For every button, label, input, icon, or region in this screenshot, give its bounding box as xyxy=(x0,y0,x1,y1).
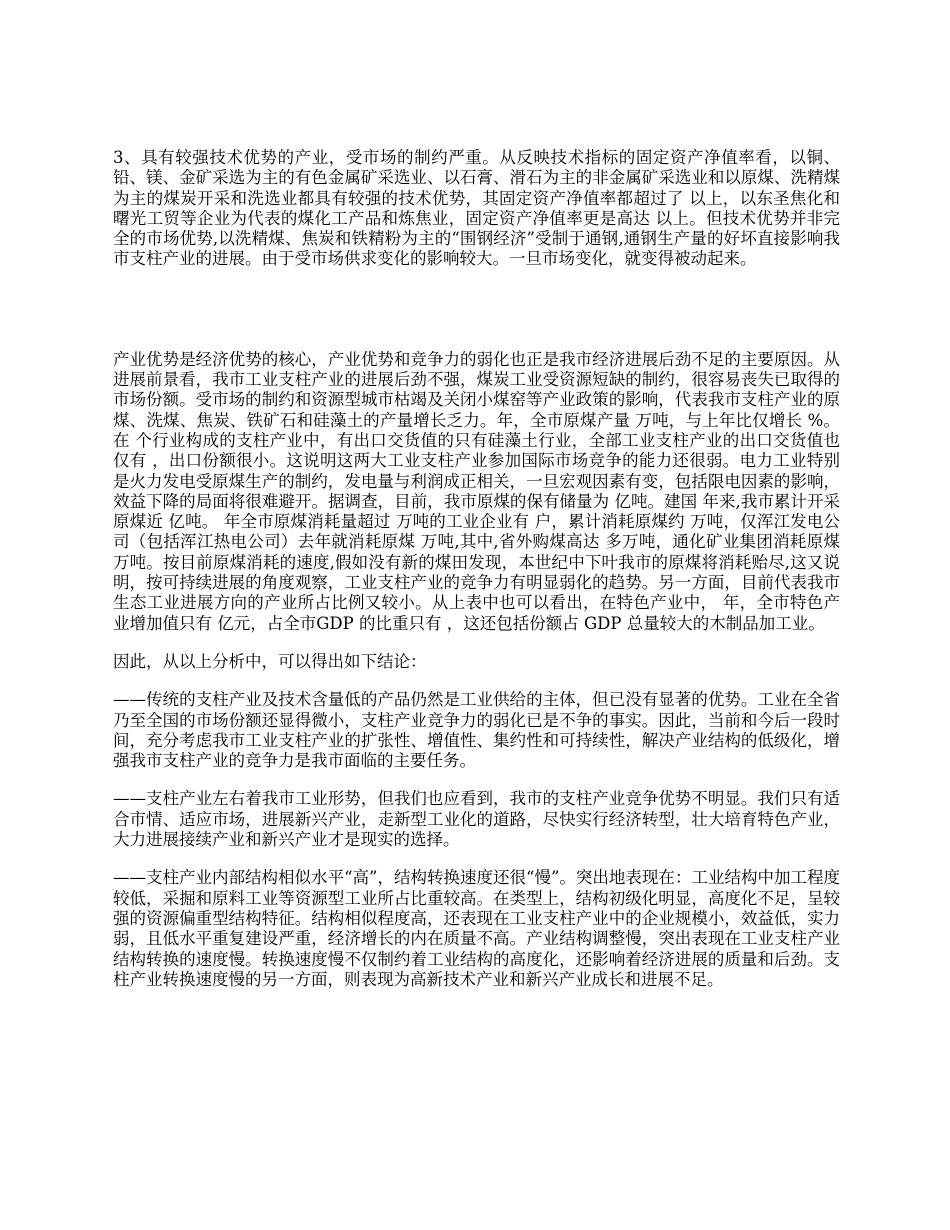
paragraph-conclusion-2: ——支柱产业左右着我市工业形势，但我们也应看到，我市的支柱产业竞争优势不明显。我们只有适合市情、适应市场，进展新兴产业，走新型工业化的道路，尽快实行经济转型，壮大培育特色产业，大力进展接续产业和新兴产业才是现实的选择。 xyxy=(113,789,840,850)
paragraph-conclusion-1: ——传统的支柱产业及技术含量低的产品仍然是工业供给的主体，但已没有显著的优势。工业在全省乃至全国的市场份额还显得微小，支柱产业竞争力的弱化已是不争的事实。因此，当前和今后一段时间，充分考虑我市工业支柱产业的扩张性、增值性、集约性和可持续性，解决产业结构的低级化，增强我市支柱产业的竞争力是我市面临的主要任务。 xyxy=(113,690,840,771)
paragraph-conclusion-intro: 因此，从以上分析中，可以得出如下结论： xyxy=(113,651,427,671)
document-body xyxy=(113,148,840,990)
paragraph-industry-advantage: 产业优势是经济优势的核心，产业优势和竞争力的弱化也正是我市经济进展后劲不足的主要原因。从进展前景看，我市工业支柱产业的进展后劲不强，煤炭工业受资源短缺的制约，很容易丧失已取得的市场份额。受市场的制约和资源型城市枯竭及关闭小煤窑等产业政策的影响，代表我市支柱产业的原煤、洗煤、焦炭、铁矿石和硅藻土的产量增长乏力。年，全市原煤产量 万吨，与上年比仅增长 %。在 个行业构成的支柱产业中，有出口交货值的只有硅藻土行业，全部工业支柱产业的出口交货值也仅有 ，出口份额很小。这说明这两大工业支柱产业参加国际市场竞争的能力还很弱。电力工业特别是火力发电受原煤生产的制约，发电量与利润成正相关，一旦宏观因素有变，包括限电因素的影响，效益下降的局面将很难避开。据调查，目前，我市原煤的保有储量为 亿吨。建国 年来,我市累计开采原煤近 亿吨。 年全市原煤消耗量超过 万吨的工业企业有 户，累计消耗原煤约 万吨，仅浑江发电公司（包括浑江热电公司）去年就消耗原煤 万吨,其中,省外购煤高达 多万吨，通化矿业集团消耗原煤 万吨。按目前原煤消耗的速度,假如没有新的煤田发现，本世纪中下叶我市的原煤将消耗贻尽,这又说明，按可持续进展的角度观察，工业支柱产业的竞争力有明显弱化的趋势。另一方面，目前代表我市生态工业进展方向的产业所占比例又较小。从上表中也可以看出，在特色产业中， 年，全市特色产业增加值只有 亿元，占全市GDP 的比重只有 ，这还包括份额占 GDP 总量较大的木制品加工业。 xyxy=(113,349,840,633)
paragraph-conclusion-3: ——支柱产业内部结构相似水平“高”，结构转换速度还很“慢”。突出地表现在：工业结构中加工程度较低，采掘和原料工业等资源型工业所占比重较高。在类型上，结构初级化明显，高度化不足，呈较强的资源偏重型结构特征。结构相似程度高，还表现在工业支柱产业中的企业规模小，效益低，实力弱，且低水平重复建设严重，经济增长的内在质量不高。产业结构调整慢，突出表现在工业支柱产业结构转换的速度慢。转换速度慢不仅制约着工业结构的高度化，还影响着经济进展的质量和后劲。支柱产业转换速度慢的另一方面，则表现为高新技术产业和新兴产业成长和进展不足。 xyxy=(113,868,840,989)
paragraph-tech-advantage: 3、具有较强技术优势的产业，受市场的制约严重。从反映技术指标的固定资产净值率看，以铜、铅、镁、金矿采选为主的有色金属矿采选业、以石膏、滑石为主的非金属矿采选业和以原煤、洗精煤为主的煤炭开采和洗选业都具有较强的技术优势，其固定资产净值率都超过了 以上，以东圣焦化和曙光工贸等企业为代表的煤化工产品和炼焦业，固定资产净值率更是高达 以上。但技术优势并非完全的市场优势,以洗精煤、焦炭和铁精粉为主的“围钢经济”受制于通钢,通钢生产量的好坏直接影响我市支柱产业的进展。由于受市场供求变化的影响较大。一旦市场变化，就变得被动起来。 xyxy=(113,148,840,269)
